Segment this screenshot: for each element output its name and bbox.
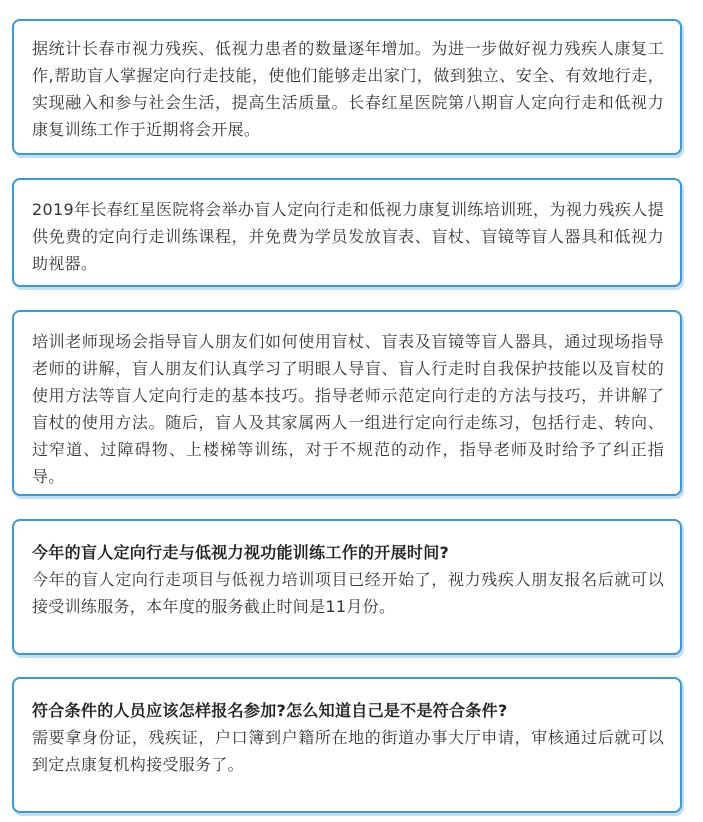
card-paragraph: 培训老师现场会指导盲人朋友们如何使用盲杖、盲表及盲镜等盲人器具，通过现场指导老师的讲解，盲人朋友们认真学习了明眼人导盲、盲人行走时自我保护技能以及盲杖的使用方法等盲人定向行走的基本技巧。指导老师示范定向行走的方法与技巧，并讲解了盲杖的使用方法。随后，盲人及其家属两人一组进行定向行走练习，包括行走、转向、过窄道、过障碍物、上楼梯等训练，对于不规范的动作，指导老师及时给予了纠正指导。 bbox=[32, 332, 664, 486]
faq-question: 符合条件的人员应该怎样报名参加?怎么知道自己是不是符合条件? bbox=[32, 701, 508, 720]
info-card-intro bbox=[12, 19, 682, 155]
faq-question: 今年的盲人定向行走与低视力视功能训练工作的开展时间? bbox=[32, 543, 450, 562]
info-card-training-details bbox=[12, 310, 682, 496]
card-paragraph: 2019年长春红星医院将会举办盲人定向行走和低视力康复训练培训班，为视力残疾人提供免费的定向行走训练课程，并免费为学员发放盲表、盲杖、盲镜等盲人器具和低视力助视器。 bbox=[32, 200, 664, 273]
faq-answer: 今年的盲人定向行走项目与低视力培训项目已经开始了，视力残疾人朋友报名后就可以接受训练服务，本年度的服务截止时间是11月份。 bbox=[32, 570, 664, 616]
faq-card-schedule bbox=[12, 519, 682, 655]
info-card-training-program bbox=[12, 178, 682, 287]
faq-card-registration bbox=[12, 677, 682, 813]
card-paragraph: 据统计长春市视力残疾、低视力患者的数量逐年增加。为进一步做好视力残疾人康复工作,帮助盲人掌握定向行走技能，使他们能够走出家门，做到独立、安全、有效地行走，实现融入和参与社会生活，提高生活质量。长春红星医院第八期盲人定向行走和低视力康复训练工作于近期将会开展。 bbox=[32, 39, 664, 139]
faq-answer: 需要拿身份证，残疾证，户口簿到户籍所在地的街道办事大厅申请，审核通过后就可以到定点康复机构接受服务了。 bbox=[32, 728, 664, 774]
